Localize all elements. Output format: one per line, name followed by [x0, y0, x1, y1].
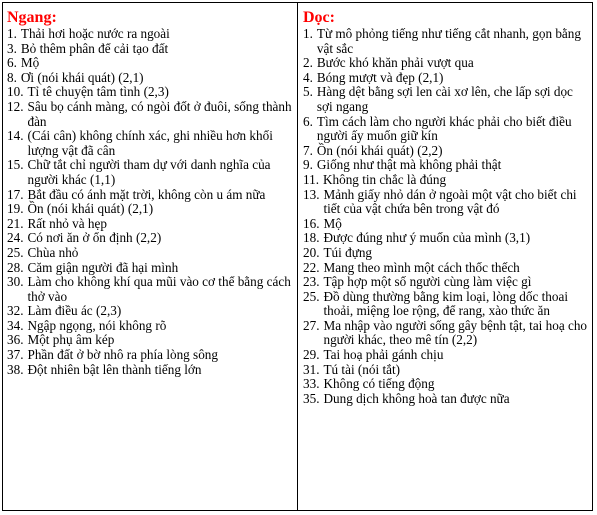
across-clue — [7, 129, 294, 158]
down-heading: Dọc: — [303, 9, 335, 26]
down-clue — [303, 173, 589, 188]
clue-text: Tú tài (nói tắt) — [323, 361, 401, 377]
clue-text: Mang theo mình một cách thốc thếch — [323, 259, 520, 275]
clue-text: Bước khó khăn phải vượt qua — [316, 55, 474, 71]
clue-number: 7. — [303, 142, 313, 158]
clue-text: Chữ tắt chỉ người tham dự với danh nghĩa của người khác (1,1) — [27, 157, 271, 187]
clue-text: Ồn (nói khái quát) (2,1) — [27, 201, 154, 217]
clue-number: 22. — [303, 259, 320, 275]
clue-number: 25. — [303, 288, 320, 304]
clue-number: 8. — [7, 69, 17, 85]
clue-text: Ơi (nói khái quát) (2,1) — [20, 69, 144, 85]
clue-number: 20. — [303, 244, 320, 260]
clue-number: 27. — [303, 317, 320, 333]
clue-text: Mảnh giấy nhỏ dán ở ngoài một vật cho biết chi tiết của vật chứa bên trong vật đó — [323, 186, 577, 217]
clue-number: 17. — [7, 186, 24, 202]
across-clue — [7, 333, 294, 348]
clue-text: Làm cho không khí qua mũi vào cơ thể bằng cách thở vào — [27, 274, 291, 304]
clue-text: Tập hợp một số người cùng làm việc gì — [323, 274, 532, 290]
across-clue — [7, 348, 294, 363]
clue-text: Giống như thật mà không phải thật — [316, 157, 502, 173]
across-clue — [7, 246, 294, 261]
down-clue — [303, 363, 589, 378]
down-clue — [303, 71, 589, 86]
clue-text: Ồn (nói khái quát) (2,2) — [316, 142, 443, 158]
across-clue — [7, 275, 294, 304]
clue-text: Từ mô phỏng tiếng như tiếng cắt nhanh, gọn bằng vật sắc — [316, 26, 581, 56]
across-clue — [7, 56, 294, 71]
clue-number: 23. — [303, 274, 320, 290]
clue-text: Mộ — [323, 215, 342, 231]
clue-text: Rất nhỏ và hẹp — [27, 215, 107, 231]
clue-text: Tỉ tê chuyện tâm tình (2,3) — [27, 84, 169, 100]
clue-number: 37. — [7, 347, 24, 363]
clue-number: 14. — [7, 128, 24, 144]
clue-text: Tìm cách làm cho người khác phải cho biết điều người ấy muốn giữ kín — [316, 113, 572, 144]
down-clue — [303, 115, 589, 144]
down-clue — [303, 217, 589, 232]
clue-number: 11. — [303, 171, 319, 187]
clue-text: Bỏ thêm phân để cải tạo đất — [20, 40, 169, 56]
down-clue — [303, 290, 589, 319]
clue-number: 24. — [7, 230, 24, 246]
clue-number: 1. — [7, 26, 17, 41]
across-clue — [7, 85, 294, 100]
clue-number: 34. — [7, 317, 24, 333]
across-clue — [7, 27, 294, 42]
clue-number: 28. — [7, 259, 24, 275]
clue-text: Sâu bọ cánh màng, có ngòi đốt ở đuôi, sống thành đàn — [27, 98, 292, 129]
across-clue — [7, 261, 294, 276]
clue-text: Bóng mượt và đẹp (2,1) — [316, 69, 444, 85]
across-heading: Ngang: — [7, 9, 57, 26]
across-clue — [7, 363, 294, 378]
down-clue — [303, 246, 589, 261]
clue-text: Có nơi ăn ở ổn định (2,2) — [27, 230, 162, 246]
clue-number: 32. — [7, 303, 24, 319]
down-clue — [303, 261, 589, 276]
across-clue — [7, 202, 294, 217]
down-clue — [303, 231, 589, 246]
clue-number: 33. — [303, 376, 320, 392]
clue-number: 15. — [7, 157, 24, 173]
clue-number: 6. — [7, 55, 17, 71]
clue-text: Không có tiếng động — [323, 376, 435, 392]
clue-number: 35. — [303, 390, 320, 406]
down-clue — [303, 348, 589, 363]
across-clue-list — [7, 27, 294, 377]
clue-number: 2. — [303, 55, 313, 71]
clue-text: (Cái cân) không chính xác, ghi nhiều hơn khối lượng vật đã cân — [27, 128, 273, 158]
clue-number: 19. — [7, 201, 24, 217]
clue-number: 31. — [303, 361, 320, 377]
clue-number: 25. — [7, 244, 24, 260]
down-clue — [303, 319, 589, 348]
clue-number: 29. — [303, 347, 320, 363]
across-clue — [7, 158, 294, 187]
clue-text: Mộ — [20, 55, 40, 71]
down-clue — [303, 56, 589, 71]
clue-number: 5. — [303, 84, 313, 100]
clue-number: 16. — [303, 215, 320, 231]
clue-text: Bắt đầu có ánh mặt trời, không còn u ám nữa — [27, 186, 266, 202]
clue-text: Phần đất ở bờ nhô ra phía lòng sông — [27, 347, 218, 363]
clue-text: Căm giận người đã hại mình — [27, 259, 179, 275]
down-clue — [303, 275, 589, 290]
down-clue — [303, 188, 589, 217]
across-clue — [7, 100, 294, 129]
clue-text: Thải hơi hoặc nước ra ngoài — [20, 26, 170, 41]
clue-number: 21. — [7, 215, 24, 231]
clue-number: 1. — [303, 26, 313, 41]
clue-number: 3. — [7, 40, 17, 56]
across-clue — [7, 304, 294, 319]
across-clue — [7, 188, 294, 203]
down-clue — [303, 392, 589, 407]
down-clue-list — [303, 27, 589, 406]
down-clue — [303, 377, 589, 392]
clue-text: Đột nhiên bật lên thành tiếng lớn — [27, 361, 202, 377]
clue-number: 12. — [7, 98, 24, 114]
clue-text: Một phụ âm kép — [27, 332, 115, 348]
clue-text: Làm điều ác (2,3) — [27, 303, 122, 319]
down-column — [298, 3, 592, 510]
clue-text: Túi đựng — [323, 244, 373, 260]
clue-number: 18. — [303, 230, 320, 246]
clue-number: 9. — [303, 157, 313, 173]
clue-text: Chùa nhỏ — [27, 244, 79, 260]
clue-text: Dung dịch không hoà tan được nữa — [323, 390, 510, 406]
clue-number: 30. — [7, 274, 24, 290]
down-clue — [303, 27, 589, 56]
across-clue — [7, 217, 294, 232]
down-clue — [303, 158, 589, 173]
clue-text: Ma nhập vào người sống gây bệnh tật, tai hoạ cho người khác, theo mê tín (2,2) — [323, 317, 588, 348]
clue-number: 4. — [303, 69, 313, 85]
clue-number: 6. — [303, 113, 313, 129]
across-clue — [7, 42, 294, 57]
down-clue — [303, 85, 589, 114]
clue-number: 13. — [303, 186, 320, 202]
down-clue — [303, 144, 589, 159]
clue-text: Đồ dùng thường bằng kim loại, lòng dốc thoai thoải, miệng loe rộng, để rang, xào thức ăn — [323, 288, 568, 319]
across-clue — [7, 231, 294, 246]
clue-number: 36. — [7, 332, 24, 348]
clue-text: Hàng dệt bằng sợi len cài xơ lên, che lấp sợi dọc sợi ngang — [316, 84, 573, 114]
clue-number: 38. — [7, 361, 24, 377]
across-column — [3, 3, 298, 510]
across-clue — [7, 319, 294, 334]
clue-text: Tai hoạ phải gánh chịu — [323, 347, 444, 363]
clue-text: Được đúng như ý muốn của mình (3,1) — [323, 230, 531, 246]
clue-text: Không tin chắc là đúng — [323, 171, 447, 187]
clue-number: 10. — [7, 84, 24, 100]
clue-text: Ngập ngọng, nói không rõ — [27, 317, 167, 333]
across-clue — [7, 71, 294, 86]
crossword-clue-table — [2, 2, 593, 511]
